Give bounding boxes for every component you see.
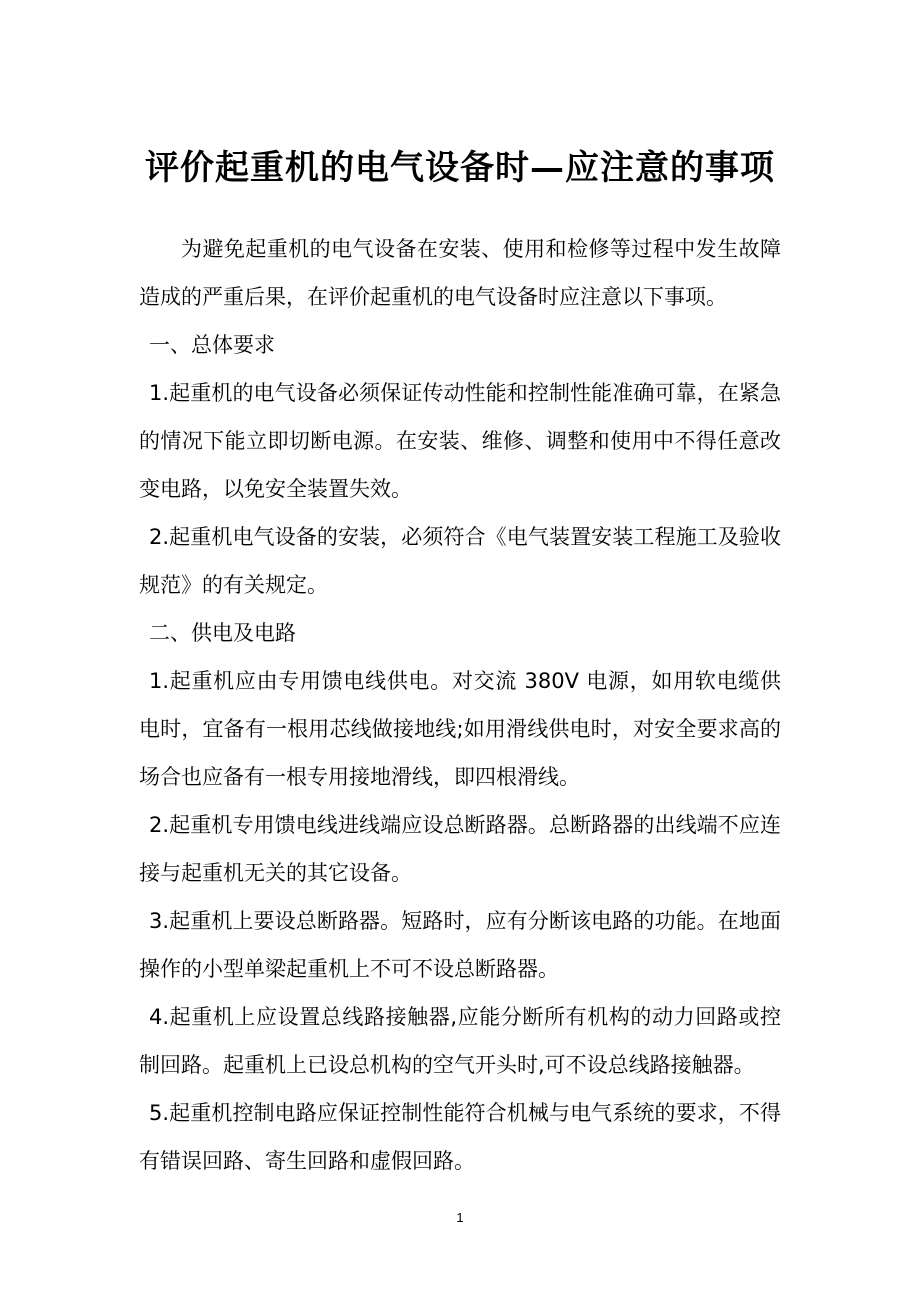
list-item: 5.起重机控制电路应保证控制性能符合机械与电气系统的要求，不得有错误回路、寄生回路和虚假回路。 <box>139 1101 781 1173</box>
section-heading-general: 一、总体要求 <box>149 333 275 357</box>
document-title: 评价起重机的电气设备时—应注意的事项 <box>145 148 775 188</box>
list-item: 2.起重机电气设备的安装，必须符合《电气装置安装工程施工及验收规范》的有关规定。 <box>139 525 781 597</box>
intro-paragraph: 为避免起重机的电气设备在安装、使用和检修等过程中发生故障造成的严重后果，在评价起重机的电气设备时应注意以下事项。 <box>139 237 781 309</box>
list-item: 2.起重机专用馈电线进线端应设总断路器。总断路器的出线端不应连接与起重机无关的其它设备。 <box>139 813 781 885</box>
list-item: 1.起重机的电气设备必须保证传动性能和控制性能准确可靠，在紧急的情况下能立即切断电源。在安装、维修、调整和使用中不得任意改变电路，以免安全装置失效。 <box>139 381 781 501</box>
document-body <box>139 225 781 1185</box>
section-heading-power-supply: 二、供电及电路 <box>149 621 296 645</box>
list-item: 3.起重机上要设总断路器。短路时，应有分断该电路的功能。在地面操作的小型单梁起重机上不可不设总断路器。 <box>139 909 781 981</box>
list-item: 4.起重机上应设置总线路接触器,应能分断所有机构的动力回路或控制回路。起重机上已设总机构的空气开头时,可不设总线路接触器。 <box>139 1005 781 1077</box>
page-number: 1 <box>456 1210 464 1225</box>
list-item: 1.起重机应由专用馈电线供电。对交流 380V 电源，如用软电缆供电时，宜备有一根用芯线做接地线;如用滑线供电时，对安全要求高的场合也应备有一根专用接地滑线，即四根滑线。 <box>139 669 781 789</box>
